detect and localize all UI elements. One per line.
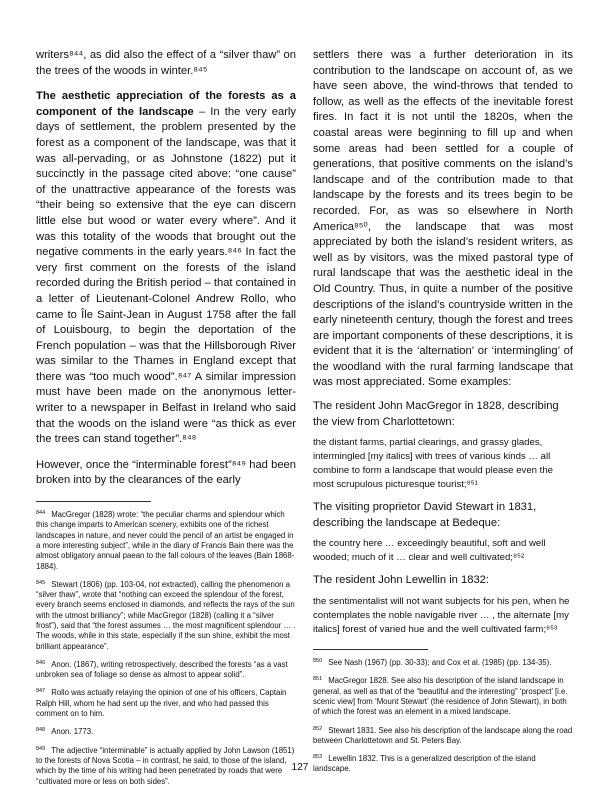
footnote [36,508,296,572]
footnote-text: Lewellin 1832. This is a generalized description of the island landscape. [313,754,536,774]
footnote-text: MacGregor (1828) wrote: “the peculiar charms and splendour which this change imparts to American scenery, exhibits one of the richest landscapes in nature, and never could the pencil of an artist be engaged in a more interesting subject”, while in the diary of Francis Bain there was the almost obligatory annual paean to the fall colours of the leaves (Bain 1868-1884). [36,510,295,571]
footnote [36,686,296,719]
footnote-number: 852 [313,725,323,732]
paragraph: settlers there was a further deterioration in its contribution to the landscape on account of, as we have seen above, the wind-throws that tended to follow, as well as the effects of the inevitable forest fires. In fact it is not until the 1820s, when the coastal areas were beginning to fill up and when some areas had been settled for a couple of generations, that positive comments on the island’s landscape and of the contribution made to that landscape by the forests and its trees begin to be recorded. For, as was so elsewhere in North America⁸⁵⁰, the landscape that was most appreciated by both the island’s resident writers, as well as by visitors, was the mixed pastoral type of rural landscape that was the aesthetic ideal in the Old Country. Thus, in quite a number of the positive descriptions of the island’s countryside written in the early nineteenth century, though the forest and trees are important components of these descriptions, it is evident that it is the ‘alternation’ or ‘intermingling’ of the woodland with the rural farming landscape that was most appreciated. Some examples: [313,49,573,389]
footnote-text: Stewart (1806) (pp. 103-04, not extracted), calling the phenomenon a “silver thaw”, wrote that “nothing can exceed the splendour of the forest, every branch seems enclosed in diamonds, and reflects the rays of the sun with the utmost brilliancy”; while MacGregor (1828) (calling it a “silver frost”), said that “the forest assumes … the most magnificent splendour … . The woods, while in this state, especially if the sun shine, exhibit the most brilliant appearance”. [36,579,296,651]
footnote [36,658,296,681]
footnote [313,674,573,717]
footnote-text: MacGregor 1828. See also his description of the island landscape in general, as well as that of the “beautiful and the interesting” ‘prospect’ [i.e. scenic view] from ‘Mount Stewart’ (the residence of John Stewart), in both of which the forest was an element in a mixed landscape. [313,676,568,717]
block-quote: the distant farms, partial clearings, and grassy glades, intermingled [my italics] with trees of various kinds … all combine to form a landscape that would please even the most scrupulous picturesque tourist;⁸⁵¹ [313,437,553,491]
footnote-text: Anon. (1867), writing retrospectively, described the forests “as a vast unbroken sea of foliage so dense as almost to appear solid”. [36,659,288,680]
section-heading: The aesthetic appreciation of the forests as a component of the landscape [36,90,296,118]
footnote [313,724,573,747]
footnote-number: 845 [36,579,46,586]
quote-intro: The resident John MacGregor in 1828, describing the view from Charlottetown: [313,400,559,428]
right-column [313,48,573,781]
footnote-number: 850 [313,658,323,665]
quote-intro: The resident John Lewellin in 1832: [313,574,490,587]
footnote-number: 851 [313,676,323,683]
footnote-text: See Nash (1967) (pp. 30-33); and Cox et al. (1985) (pp. 134-35). [328,658,552,668]
paragraph: However, once the “interminable forest”⁸⁴⁹ had been broken into by the clearances of the early [36,458,296,487]
quote-intro: The visiting proprietor David Stewart in 1831, describing the landscape at Bedeque: [313,501,537,529]
footnotes [313,656,573,775]
block-quote: the country here … exceedingly beautiful, soft and well wooded; much of it … clear and well cultivated;⁸⁵² [313,538,546,564]
left-column [36,48,296,793]
footnote-rule [313,649,428,650]
paragraph [36,89,296,448]
footnote [36,578,296,652]
footnote-number: 846 [36,659,46,666]
footnote-text: Rollo was actually relaying the opinion of one of his officers, Captain Ralph Hill, whom he had sent up the river, and who had passed this comment on to him. [36,688,287,719]
paragraph-text: – In the very early days of settlement, the problem presented by the forest as a component of the landscape, was that it was all-pervading, or as Johnstone (1822) put it succinctly in the passage cited above: “one cause” of the unattractive appearance of the forests was “their being so extensive that the eye can discern little else but wood or water every where”. And it was this totality of the woods that brought out the negative comments in the early years.⁸⁴⁶ In fact the very first comment on the forests of the island recorded during the British period – that contained in a letter of Lieutenant-Colonel Andrew Rollo, who came to Île Saint-Jean in August 1758 after the fall of Louisbourg, to begin the deportation of the French population – was that the Hillsborough River was similar to the Thames in England except that there was “too much wood”.⁸⁴⁷ A similar impression must have been made on the anonymous letter-writer to a newspaper in Belfast in Ireland who said that the woods on the island were “as thick as ever the trees can stand together”.⁸⁴⁸ [36,105,297,446]
footnote-number: 849 [36,745,46,752]
footnote-number: 853 [313,754,323,761]
footnote-text: The adjective “interminable” is actually applied by John Lawson (1851) to the forests of Nova Scotia – in contrast, he said, to those of the island, which by the time of his writing had been penetrated by roads that were “cultivated more or less on both sides”. [36,745,295,786]
footnote [36,725,296,737]
footnote-number: 844 [36,510,46,517]
footnote [313,656,573,668]
footnote-number: 847 [36,688,46,695]
footnotes [36,508,296,787]
block-quote: the sentimentalist will not want subjects for his pen, when he contemplates the noble navigable river … , the alternate [my italics] forest of varied hue and the well cultivated farm;⁸⁵³ [313,596,570,636]
paragraph: writers⁸⁴⁴, as did also the effect of a “silver thaw” on the trees of the woods in winter.⁸⁴⁵ [36,49,296,77]
footnote-text: Anon. 1773. [51,727,94,737]
footnote-number: 848 [36,727,46,734]
footnote-rule [36,501,151,502]
page-number: 127 [291,762,309,773]
footnote-text: Stewart 1831. See also his description of the landscape along the road between Charlottetown and St. Peters Bay. [313,725,573,745]
